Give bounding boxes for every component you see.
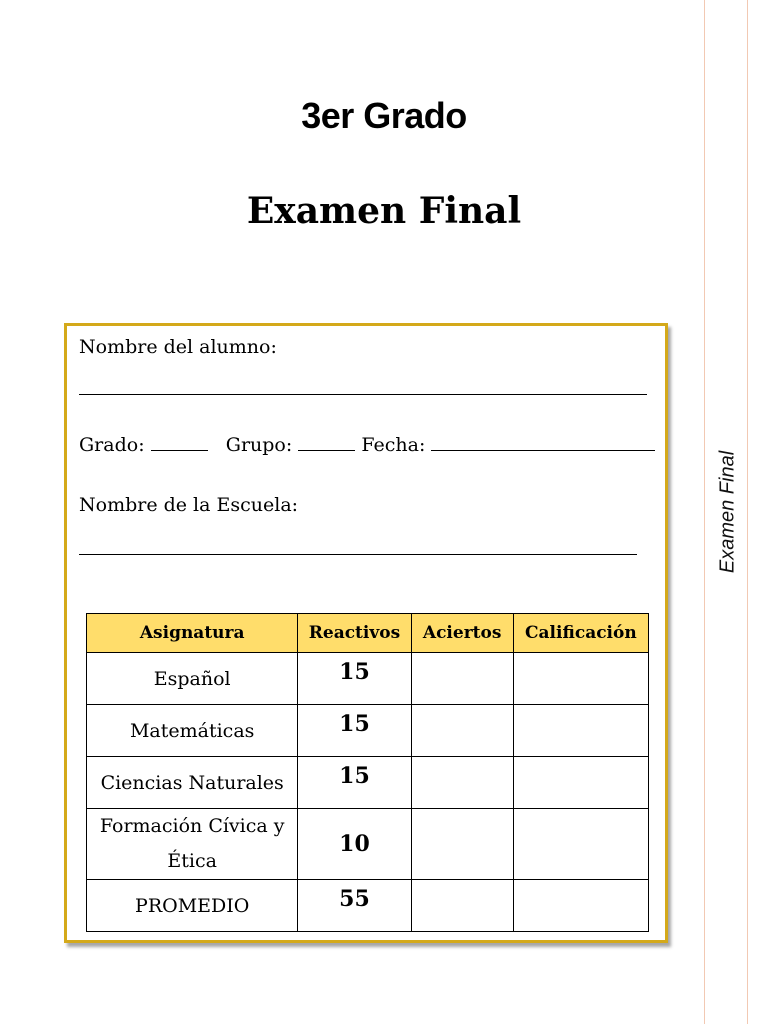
header-correct: Aciertos [411, 614, 513, 653]
subject-cell: PROMEDIO [87, 880, 298, 932]
items-cell: 55 [298, 880, 411, 932]
subject-cell: Matemáticas [87, 705, 298, 757]
school-name-label: Nombre de la Escuela: [79, 494, 299, 516]
subject-cell: Ciencias Naturales [87, 757, 298, 809]
header-subject: Asignatura [87, 614, 298, 653]
group-label: Grupo: [225, 434, 293, 456]
date-blank[interactable] [431, 434, 655, 451]
correct-cell[interactable] [411, 809, 513, 880]
student-info-card [64, 323, 668, 943]
student-name-line[interactable] [79, 394, 647, 395]
page-title: 3er Grado [301, 95, 467, 136]
table-header-row [87, 614, 649, 653]
group-blank[interactable] [298, 434, 355, 451]
items-cell: 15 [298, 757, 411, 809]
table-row [87, 757, 649, 809]
side-margin-rule-left [704, 0, 705, 1024]
items-cell: 15 [298, 653, 411, 705]
correct-cell[interactable] [411, 757, 513, 809]
table-row [87, 705, 649, 757]
grades-table [86, 613, 649, 932]
table-row [87, 809, 649, 880]
header-items: Reactivos [298, 614, 411, 653]
date-label: Fecha: [361, 434, 426, 456]
school-name-line[interactable] [79, 554, 637, 555]
grade-cell[interactable] [513, 757, 648, 809]
side-label: Examen Final [716, 450, 739, 574]
subject-cell: Formación Cívica y Ética [87, 809, 298, 880]
table-row [87, 653, 649, 705]
items-cell: 10 [298, 809, 411, 880]
grade-group-date-row [79, 434, 655, 456]
correct-cell[interactable] [411, 705, 513, 757]
student-name-label: Nombre del alumno: [79, 336, 277, 358]
grade-label: Grado: [79, 434, 145, 456]
grade-cell[interactable] [513, 880, 648, 932]
table-row [87, 880, 649, 932]
side-margin-rule-right [747, 0, 748, 1024]
grade-blank[interactable] [151, 434, 208, 451]
correct-cell[interactable] [411, 880, 513, 932]
grade-cell[interactable] [513, 653, 648, 705]
correct-cell[interactable] [411, 653, 513, 705]
page-subtitle: Examen Final [246, 190, 522, 232]
items-cell: 15 [298, 705, 411, 757]
grade-cell[interactable] [513, 705, 648, 757]
header-grade: Calificación [513, 614, 648, 653]
subject-cell: Español [87, 653, 298, 705]
grade-cell[interactable] [513, 809, 648, 880]
